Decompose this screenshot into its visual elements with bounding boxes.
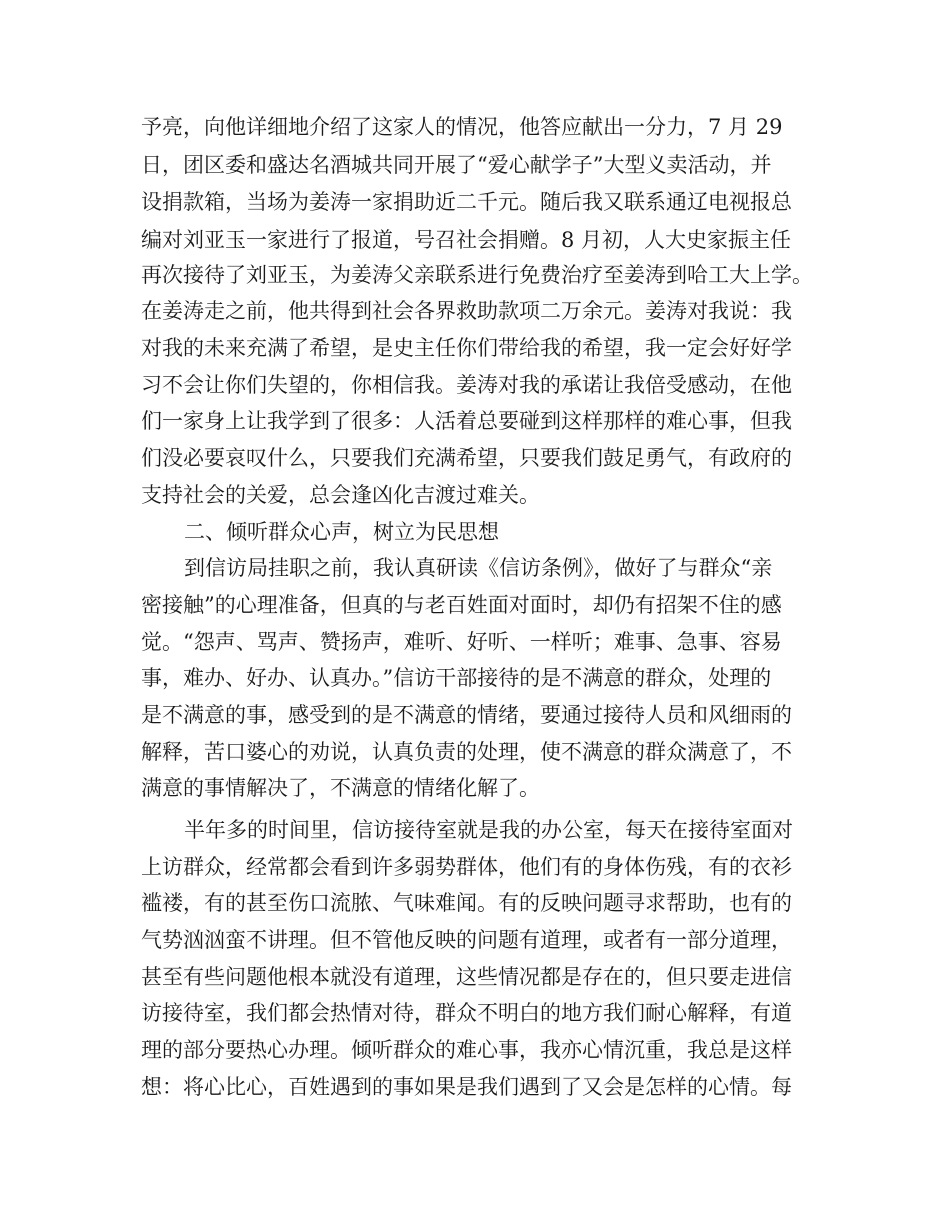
text-line: 事，难办、好办、认真办。”信访干部接待的是不满意的群众，处理的 [141,666,772,690]
text-line: 理的部分要热心办理。倾听群众的难心事，我亦心情沉重，我总是这样 [141,1038,792,1062]
text-line: 再次接待了刘亚玉，为姜涛父亲联系进行免费治疗至姜涛到哈工大上学。 [141,263,813,287]
text-line: 习不会让你们失望的，你相信我。姜涛对我的承诺让我倍受感动，在他 [141,373,792,397]
text-line: 到信访局挂职之前，我认真研读《信访条例》，做好了与群众“亲 [184,556,773,580]
text-line: 们一家身上让我学到了很多：人活着总要碰到这样那样的难心事，但我 [141,409,792,433]
text-line: 满意的事情解决了，不满意的情绪化解了。 [141,776,540,800]
text-line: 对我的未来充满了希望，是史主任你们带给我的希望，我一定会好好学 [141,336,792,360]
text-line: 甚至有些问题他根本就没有道理，这些情况都是存在的，但只要走进信 [141,965,792,989]
text-line: 编对刘亚玉一家进行了报道，号召社会捐赠。8 月初，人大史家振主任 [141,228,792,252]
text-line: 气势汹汹蛮不讲理。但不管他反映的问题有道理，或者有一部分道理， [141,928,792,952]
text-line: 支持社会的关爱，总会逢凶化吉渡过难关。 [141,483,540,507]
text-line: 解释，苦口婆心的劝说，认真负责的处理，使不满意的群众满意了，不 [141,740,792,764]
text-line: 觉。“怨声、骂声、赞扬声，难听、好听、一样听；难事、急事、容易 [141,630,782,654]
text-line: 在姜涛走之前，他共得到社会各界救助款项二万余元。姜涛对我说：我 [141,299,792,323]
text-line: 褴褛，有的甚至伤口流脓、气味难闻。有的反映问题寻求帮助，也有的 [141,891,792,915]
text-line: 上访群众，经常都会看到许多弱势群体，他们有的身体伤残，有的衣衫 [141,855,792,879]
text-line: 访接待室，我们都会热情对待，群众不明白的地方我们耐心解释，有道 [141,1001,792,1025]
section-heading: 二、倾听群众心声，树立为民思想 [184,520,499,544]
text-line: 设捐款箱，当场为姜涛一家捐助近二千元。随后我又联系通辽电视报总 [141,190,792,214]
text-line: 们没必要哀叹什么，只要我们充满希望，只要我们鼓足勇气，有政府的 [141,446,792,470]
text-line: 予亮，向他详细地介绍了这家人的情况，他答应献出一分力，7 月 29 [141,115,783,139]
text-line: 是不满意的事，感受到的是不满意的情绪，要通过接待人员和风细雨的 [141,703,792,727]
text-line: 半年多的时间里，信访接待室就是我的办公室，每天在接待室面对 [184,818,793,842]
text-line: 密接触”的心理准备，但真的与老百姓面对面时，却仍有招架不住的感 [141,593,782,617]
text-line: 想：将心比心，百姓遇到的事如果是我们遇到了又会是怎样的心情。每 [141,1075,792,1099]
text-line: 日，团区委和盛达名酒城共同开展了“爱心献学子”大型义卖活动，并 [141,153,772,177]
